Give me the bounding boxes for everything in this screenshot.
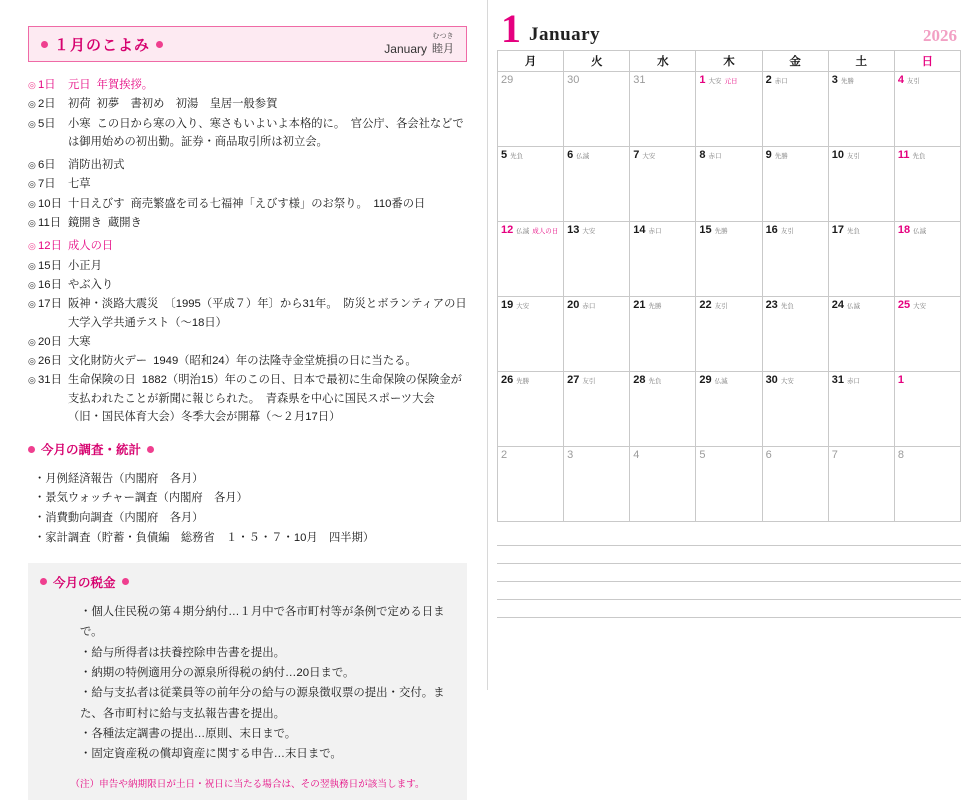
koyomi-kanji-group xyxy=(432,33,454,56)
day-number: 27 xyxy=(567,374,580,386)
calendar-day-cell[interactable] xyxy=(828,147,894,222)
calendar-day-cell[interactable] xyxy=(762,297,828,372)
holiday-label: 元日 xyxy=(724,78,738,85)
day-number: 17日 xyxy=(38,298,62,311)
stats-list xyxy=(28,470,467,549)
calendar-week-row xyxy=(498,222,961,297)
calendar-day-cell[interactable] xyxy=(828,372,894,447)
day-number: 2 xyxy=(501,449,508,461)
calendar-week-row xyxy=(498,147,961,222)
rokuyo-label: 先勝 xyxy=(774,153,788,160)
rokuyo-label: 赤口 xyxy=(708,153,722,160)
day-text xyxy=(68,333,467,351)
day-bullet-icon: ◎ xyxy=(28,356,36,367)
day-number: 5 xyxy=(501,149,508,161)
day-number: 12日 xyxy=(38,240,62,253)
memo-lines xyxy=(497,528,961,618)
calendar-day-cell[interactable] xyxy=(828,447,894,522)
rokuyo-label: 先勝 xyxy=(840,78,854,85)
day-text xyxy=(68,195,467,213)
rokuyo-label: 先勝 xyxy=(714,228,728,235)
day-number: 16日 xyxy=(38,278,62,291)
stats-item: ・消費動向調査（内閣府 各月） xyxy=(34,512,204,525)
stats-title: 今月の調査・統計 xyxy=(41,443,142,458)
weekday-header-mon: 月 xyxy=(498,51,564,72)
day-number: 5 xyxy=(699,449,706,461)
day-bullet-icon: ◎ xyxy=(28,375,36,386)
calendar-day-cell[interactable] xyxy=(498,372,564,447)
rokuyo-label: 先負 xyxy=(780,303,794,310)
left-page xyxy=(0,0,487,790)
bullet-dot-icon xyxy=(41,41,48,48)
rokuyo-label: 大安 xyxy=(913,303,927,310)
calendar-day-cell[interactable] xyxy=(498,222,564,297)
day-lead: 成人の日 xyxy=(68,240,114,253)
weekday-header-thu: 木 xyxy=(696,51,762,72)
day-bullet-icon: ◎ xyxy=(28,260,36,271)
day-number: 2日 xyxy=(38,98,56,111)
day-number: 1 xyxy=(897,374,904,386)
rokuyo-label: 赤口 xyxy=(648,228,662,235)
day-text xyxy=(68,214,467,232)
rokuyo-label: 友引 xyxy=(780,228,794,235)
rokuyo-label: 大安 xyxy=(708,78,722,85)
calendar-day-cell[interactable] xyxy=(696,222,762,297)
koyomi-day-row xyxy=(28,115,467,152)
calendar-day-cell[interactable] xyxy=(498,147,564,222)
calendar-day-cell[interactable] xyxy=(564,297,630,372)
calendar-week-row xyxy=(498,297,961,372)
koyomi-ruby: むつき xyxy=(432,32,454,40)
calendar-day-cell[interactable] xyxy=(696,72,762,147)
month-number: 1 xyxy=(501,6,521,51)
day-bullet-icon: ◎ xyxy=(28,99,36,110)
tax-note: （注）申告や納期限日が土日・祝日に当たる場合は、その翌執務日が該当します。 xyxy=(70,778,425,790)
day-number: 13 xyxy=(567,224,580,236)
day-desc: 蔵開き xyxy=(107,217,142,230)
koyomi-day-list xyxy=(28,76,478,426)
day-number: 12 xyxy=(501,224,514,236)
stats-section-header xyxy=(28,440,467,458)
day-number: 26日 xyxy=(38,355,62,368)
day-desc: 年賀挨拶。 xyxy=(96,79,154,91)
tax-item: ・固定資産税の償却資産に関する申告…末日まで。 xyxy=(80,748,342,761)
calendar-day-cell[interactable] xyxy=(762,147,828,222)
calendar-day-cell[interactable] xyxy=(564,222,630,297)
day-number: 11 xyxy=(897,149,910,161)
day-number: 6 xyxy=(765,449,772,461)
day-text xyxy=(68,276,467,294)
day-number: 5日 xyxy=(38,117,56,130)
day-number: 31 xyxy=(831,374,844,386)
calendar-day-cell[interactable] xyxy=(630,222,696,297)
day-text xyxy=(68,352,467,370)
calendar-day-cell[interactable] xyxy=(762,222,828,297)
day-number: 24 xyxy=(831,299,844,311)
tax-item: ・給与支払者は従業員等の前年分の給与の源泉徴収票の提出・交付。また、各市町村に給与支払報告書を提出。 xyxy=(80,687,445,720)
day-text xyxy=(68,257,467,275)
day-bullet-icon: ◎ xyxy=(28,336,36,347)
day-lead: やぶ入り xyxy=(68,278,114,291)
day-number: 7日 xyxy=(38,178,56,191)
koyomi-header xyxy=(28,26,467,62)
rokuyo-label: 先勝 xyxy=(648,303,662,310)
day-number: 17 xyxy=(831,224,844,236)
day-number: 4 xyxy=(633,449,640,461)
day-text xyxy=(68,76,467,94)
day-number: 23 xyxy=(765,299,778,311)
calendar-day-cell[interactable] xyxy=(630,447,696,522)
day-desc: 初夢 書初め 初湯 皇居一般参賀 xyxy=(96,98,278,111)
day-number: 28 xyxy=(633,374,646,386)
calendar-week-row xyxy=(498,72,961,147)
rokuyo-label: 先負 xyxy=(912,153,926,160)
memo-line[interactable] xyxy=(497,564,961,582)
day-number: 15日 xyxy=(38,259,62,272)
day-lead: 小正月 xyxy=(68,259,102,272)
day-number: 15 xyxy=(699,224,712,236)
day-lead: 元日 xyxy=(68,79,91,91)
rokuyo-label: 仏滅 xyxy=(516,228,530,235)
tax-item: ・納期の特例適用分の源泉所得税の納付…20日まで。 xyxy=(80,666,355,679)
rokuyo-label: 赤口 xyxy=(846,378,860,385)
memo-line[interactable] xyxy=(497,582,961,600)
weekday-header-wed: 水 xyxy=(630,51,696,72)
calendar-day-cell[interactable] xyxy=(894,372,960,447)
day-number: 6日 xyxy=(38,159,56,172)
calendar-day-cell[interactable] xyxy=(630,147,696,222)
day-number: 7 xyxy=(831,449,838,461)
memo-line[interactable] xyxy=(497,528,961,546)
koyomi-day-row xyxy=(28,371,467,426)
day-bullet-icon: ◎ xyxy=(28,80,36,90)
calendar-day-cell[interactable] xyxy=(828,222,894,297)
calendar-day-cell[interactable] xyxy=(828,72,894,147)
memo-line[interactable] xyxy=(497,546,961,564)
koyomi-day-row xyxy=(28,95,467,113)
day-number: 26 xyxy=(501,374,514,386)
day-bullet-icon: ◎ xyxy=(28,118,36,129)
day-number: 19 xyxy=(501,299,514,311)
calendar-day-cell[interactable] xyxy=(894,447,960,522)
koyomi-day-row xyxy=(28,333,467,351)
day-desc: 1882（明治15）年のこの日、日本で最初に生命保険の保険金が支払われたことが新聞に報じられた。 青森県を中心に国民スポーツ大会（旧・国民体育大会）冬季大会が開幕（〜２月17日） xyxy=(68,374,462,424)
calendar-day-cell[interactable] xyxy=(696,297,762,372)
calendar-day-cell[interactable] xyxy=(894,147,960,222)
rokuyo-label: 大安 xyxy=(582,228,596,235)
tax-item: ・給与所得者は扶養控除申告書を提出。 xyxy=(80,646,286,659)
day-bullet-icon: ◎ xyxy=(28,299,36,310)
rokuyo-label: 友引 xyxy=(846,153,860,160)
bullet-dot-icon xyxy=(122,578,129,585)
weekday-header-fri: 金 xyxy=(762,51,828,72)
koyomi-kanji: 睦月 xyxy=(432,42,454,55)
rokuyo-label: 大安 xyxy=(642,153,656,160)
tax-box xyxy=(28,563,467,800)
tax-item: ・個人住民税の第４期分納付…１月中で各市町村等が条例で定める日まで。 xyxy=(80,606,445,639)
rokuyo-label: 大安 xyxy=(780,378,794,385)
day-number: 22 xyxy=(699,299,712,311)
koyomi-day-row xyxy=(28,352,467,370)
calendar-header xyxy=(497,6,961,51)
day-text xyxy=(68,237,467,255)
day-bullet-icon: ◎ xyxy=(28,218,36,229)
rokuyo-label: 仏滅 xyxy=(913,228,927,235)
day-number: 6 xyxy=(567,149,574,161)
day-number: 1 xyxy=(699,74,706,86)
day-lead: 七草 xyxy=(68,178,91,191)
bullet-dot-icon xyxy=(40,578,47,585)
day-number: 8 xyxy=(699,149,706,161)
day-bullet-icon: ◎ xyxy=(28,160,36,171)
calendar-day-cell[interactable] xyxy=(894,72,960,147)
memo-line[interactable] xyxy=(497,600,961,618)
calendar-day-cell[interactable] xyxy=(894,297,960,372)
rokuyo-label: 仏滅 xyxy=(714,378,728,385)
tax-list xyxy=(40,602,455,764)
rokuyo-label: 先勝 xyxy=(516,378,530,385)
calendar-day-cell[interactable] xyxy=(696,447,762,522)
day-text xyxy=(68,371,467,426)
day-lead: 阪神・淡路大震災 xyxy=(68,298,159,311)
rokuyo-label: 赤口 xyxy=(582,303,596,310)
day-text xyxy=(68,175,467,193)
bullet-dot-icon xyxy=(147,446,154,453)
koyomi-day-row xyxy=(28,156,467,174)
koyomi-title-group xyxy=(41,34,163,55)
calendar-day-cell[interactable] xyxy=(630,297,696,372)
calendar-day-cell[interactable] xyxy=(762,72,828,147)
day-number: 16 xyxy=(765,224,778,236)
rokuyo-label: 仏滅 xyxy=(846,303,860,310)
calendar-day-cell[interactable] xyxy=(696,147,762,222)
koyomi-day-row xyxy=(28,76,467,94)
day-number: 21 xyxy=(633,299,646,311)
stats-item: ・月例経済報告（内閣府 各月） xyxy=(34,472,204,485)
day-text xyxy=(68,295,478,332)
day-number: 20 xyxy=(567,299,580,311)
day-bullet-icon: ◎ xyxy=(28,279,36,290)
calendar-week-row xyxy=(498,372,961,447)
day-number: 30 xyxy=(765,374,778,386)
koyomi-day-row xyxy=(28,214,467,232)
weekday-header-tue: 火 xyxy=(564,51,630,72)
day-desc: この日から寒の入り、寒さもいよいよ本格的に。 官公庁、各会社などでは御用始めの初出勤。証券・商品取引所は初立会。 xyxy=(68,117,464,148)
day-number: 10 xyxy=(831,149,844,161)
day-number: 14 xyxy=(633,224,646,236)
rokuyo-label: 大安 xyxy=(516,303,530,310)
day-number: 18 xyxy=(897,224,911,236)
calendar-day-cell[interactable] xyxy=(498,447,564,522)
day-text xyxy=(68,115,467,152)
day-number: 29 xyxy=(501,74,514,86)
calendar-week-row xyxy=(498,447,961,522)
day-number: 31 xyxy=(633,74,646,86)
day-lead: 十日えびす xyxy=(68,197,125,210)
month-name-en: January xyxy=(529,24,601,45)
weekday-header-sat: 土 xyxy=(828,51,894,72)
rokuyo-label: 友引 xyxy=(906,78,920,85)
day-lead: 大寒 xyxy=(68,335,91,348)
koyomi-title: １月のこよみ xyxy=(54,36,151,54)
day-desc: 〔1995（平成７）年〕から31年。 防災とボランティアの日 大学入学共通テスト（〜18日） xyxy=(68,298,478,329)
day-number: 3 xyxy=(831,74,838,86)
day-bullet-icon: ◎ xyxy=(28,198,36,209)
tax-title: 今月の税金 xyxy=(53,575,116,590)
month-calendar-table xyxy=(497,50,961,522)
koyomi-day-row xyxy=(28,276,467,294)
day-number: 2 xyxy=(765,74,772,86)
stats-item: ・景気ウォッチャー調査（内閣府 各月） xyxy=(34,492,248,505)
calendar-day-cell[interactable] xyxy=(828,297,894,372)
day-number: 3 xyxy=(567,449,574,461)
bullet-dot-icon xyxy=(156,41,163,48)
tax-section-header xyxy=(40,573,455,591)
day-lead: 消防出初式 xyxy=(68,159,125,172)
day-number: 11日 xyxy=(38,217,62,230)
day-desc: 商売繁盛を司る七福神「えびす様」のお祭り。 110番の日 xyxy=(130,197,426,210)
rokuyo-label: 先負 xyxy=(510,153,524,160)
rokuyo-label: 仏滅 xyxy=(576,153,590,160)
calendar-day-cell[interactable] xyxy=(564,147,630,222)
calendar-day-cell[interactable] xyxy=(498,297,564,372)
day-number: 31日 xyxy=(38,374,62,387)
rokuyo-label: 先負 xyxy=(648,378,662,385)
weekday-header-sun: 日 xyxy=(894,51,960,72)
rokuyo-label: 先負 xyxy=(846,228,860,235)
calendar-year: 2026 xyxy=(923,26,957,45)
calendar-day-cell[interactable] xyxy=(696,372,762,447)
right-page xyxy=(487,0,975,690)
day-number: 9 xyxy=(765,149,772,161)
day-lead: 初荷 xyxy=(68,98,91,111)
day-bullet-icon: ◎ xyxy=(28,241,36,252)
koyomi-english-group xyxy=(384,33,454,56)
calendar-weekday-header-row xyxy=(498,51,961,72)
koyomi-day-row xyxy=(28,257,467,275)
koyomi-day-row xyxy=(28,295,478,332)
tax-item: ・各種法定調書の提出…原則、末日まで。 xyxy=(80,727,297,740)
koyomi-english: January xyxy=(384,41,427,56)
day-number: 1日 xyxy=(38,79,56,91)
day-number: 30 xyxy=(567,74,580,86)
rokuyo-label: 赤口 xyxy=(774,78,788,85)
holiday-label: 成人の日 xyxy=(532,228,559,235)
day-number: 8 xyxy=(897,449,904,461)
day-lead: 鏡開き xyxy=(68,217,102,230)
day-number: 20日 xyxy=(38,335,62,348)
koyomi-day-row xyxy=(28,195,467,213)
day-text xyxy=(68,95,467,113)
calendar-day-cell[interactable] xyxy=(762,447,828,522)
calendar-day-cell[interactable] xyxy=(564,372,630,447)
day-number: 7 xyxy=(633,149,640,161)
koyomi-day-row xyxy=(28,237,467,255)
day-lead: 小寒 xyxy=(68,117,91,130)
day-lead: 文化財防火デー xyxy=(68,355,148,368)
calendar-day-cell[interactable] xyxy=(762,372,828,447)
day-desc: 1949（昭和24）年の法隆寺金堂焼損の日に当たる。 xyxy=(153,355,417,368)
day-number: 29 xyxy=(699,374,712,386)
calendar-month-group xyxy=(501,6,601,51)
calendar-day-cell[interactable] xyxy=(498,72,564,147)
day-lead: 生命保険の日 xyxy=(68,374,136,387)
day-number: 4 xyxy=(897,74,904,86)
calendar-day-cell[interactable] xyxy=(564,72,630,147)
day-bullet-icon: ◎ xyxy=(28,179,36,190)
day-number: 25 xyxy=(897,299,911,311)
koyomi-day-row xyxy=(28,175,467,193)
calendar-day-cell[interactable] xyxy=(894,222,960,297)
rokuyo-label: 友引 xyxy=(582,378,596,385)
day-text xyxy=(68,156,467,174)
bullet-dot-icon xyxy=(28,446,35,453)
calendar-day-cell[interactable] xyxy=(564,447,630,522)
rokuyo-label: 友引 xyxy=(714,303,728,310)
calendar-day-cell[interactable] xyxy=(630,72,696,147)
day-number: 10日 xyxy=(38,197,62,210)
stats-item: ・家計調査（貯蓄・負債編 総務省 １・５・７・10月 四半期） xyxy=(34,531,375,544)
calendar-day-cell[interactable] xyxy=(630,372,696,447)
